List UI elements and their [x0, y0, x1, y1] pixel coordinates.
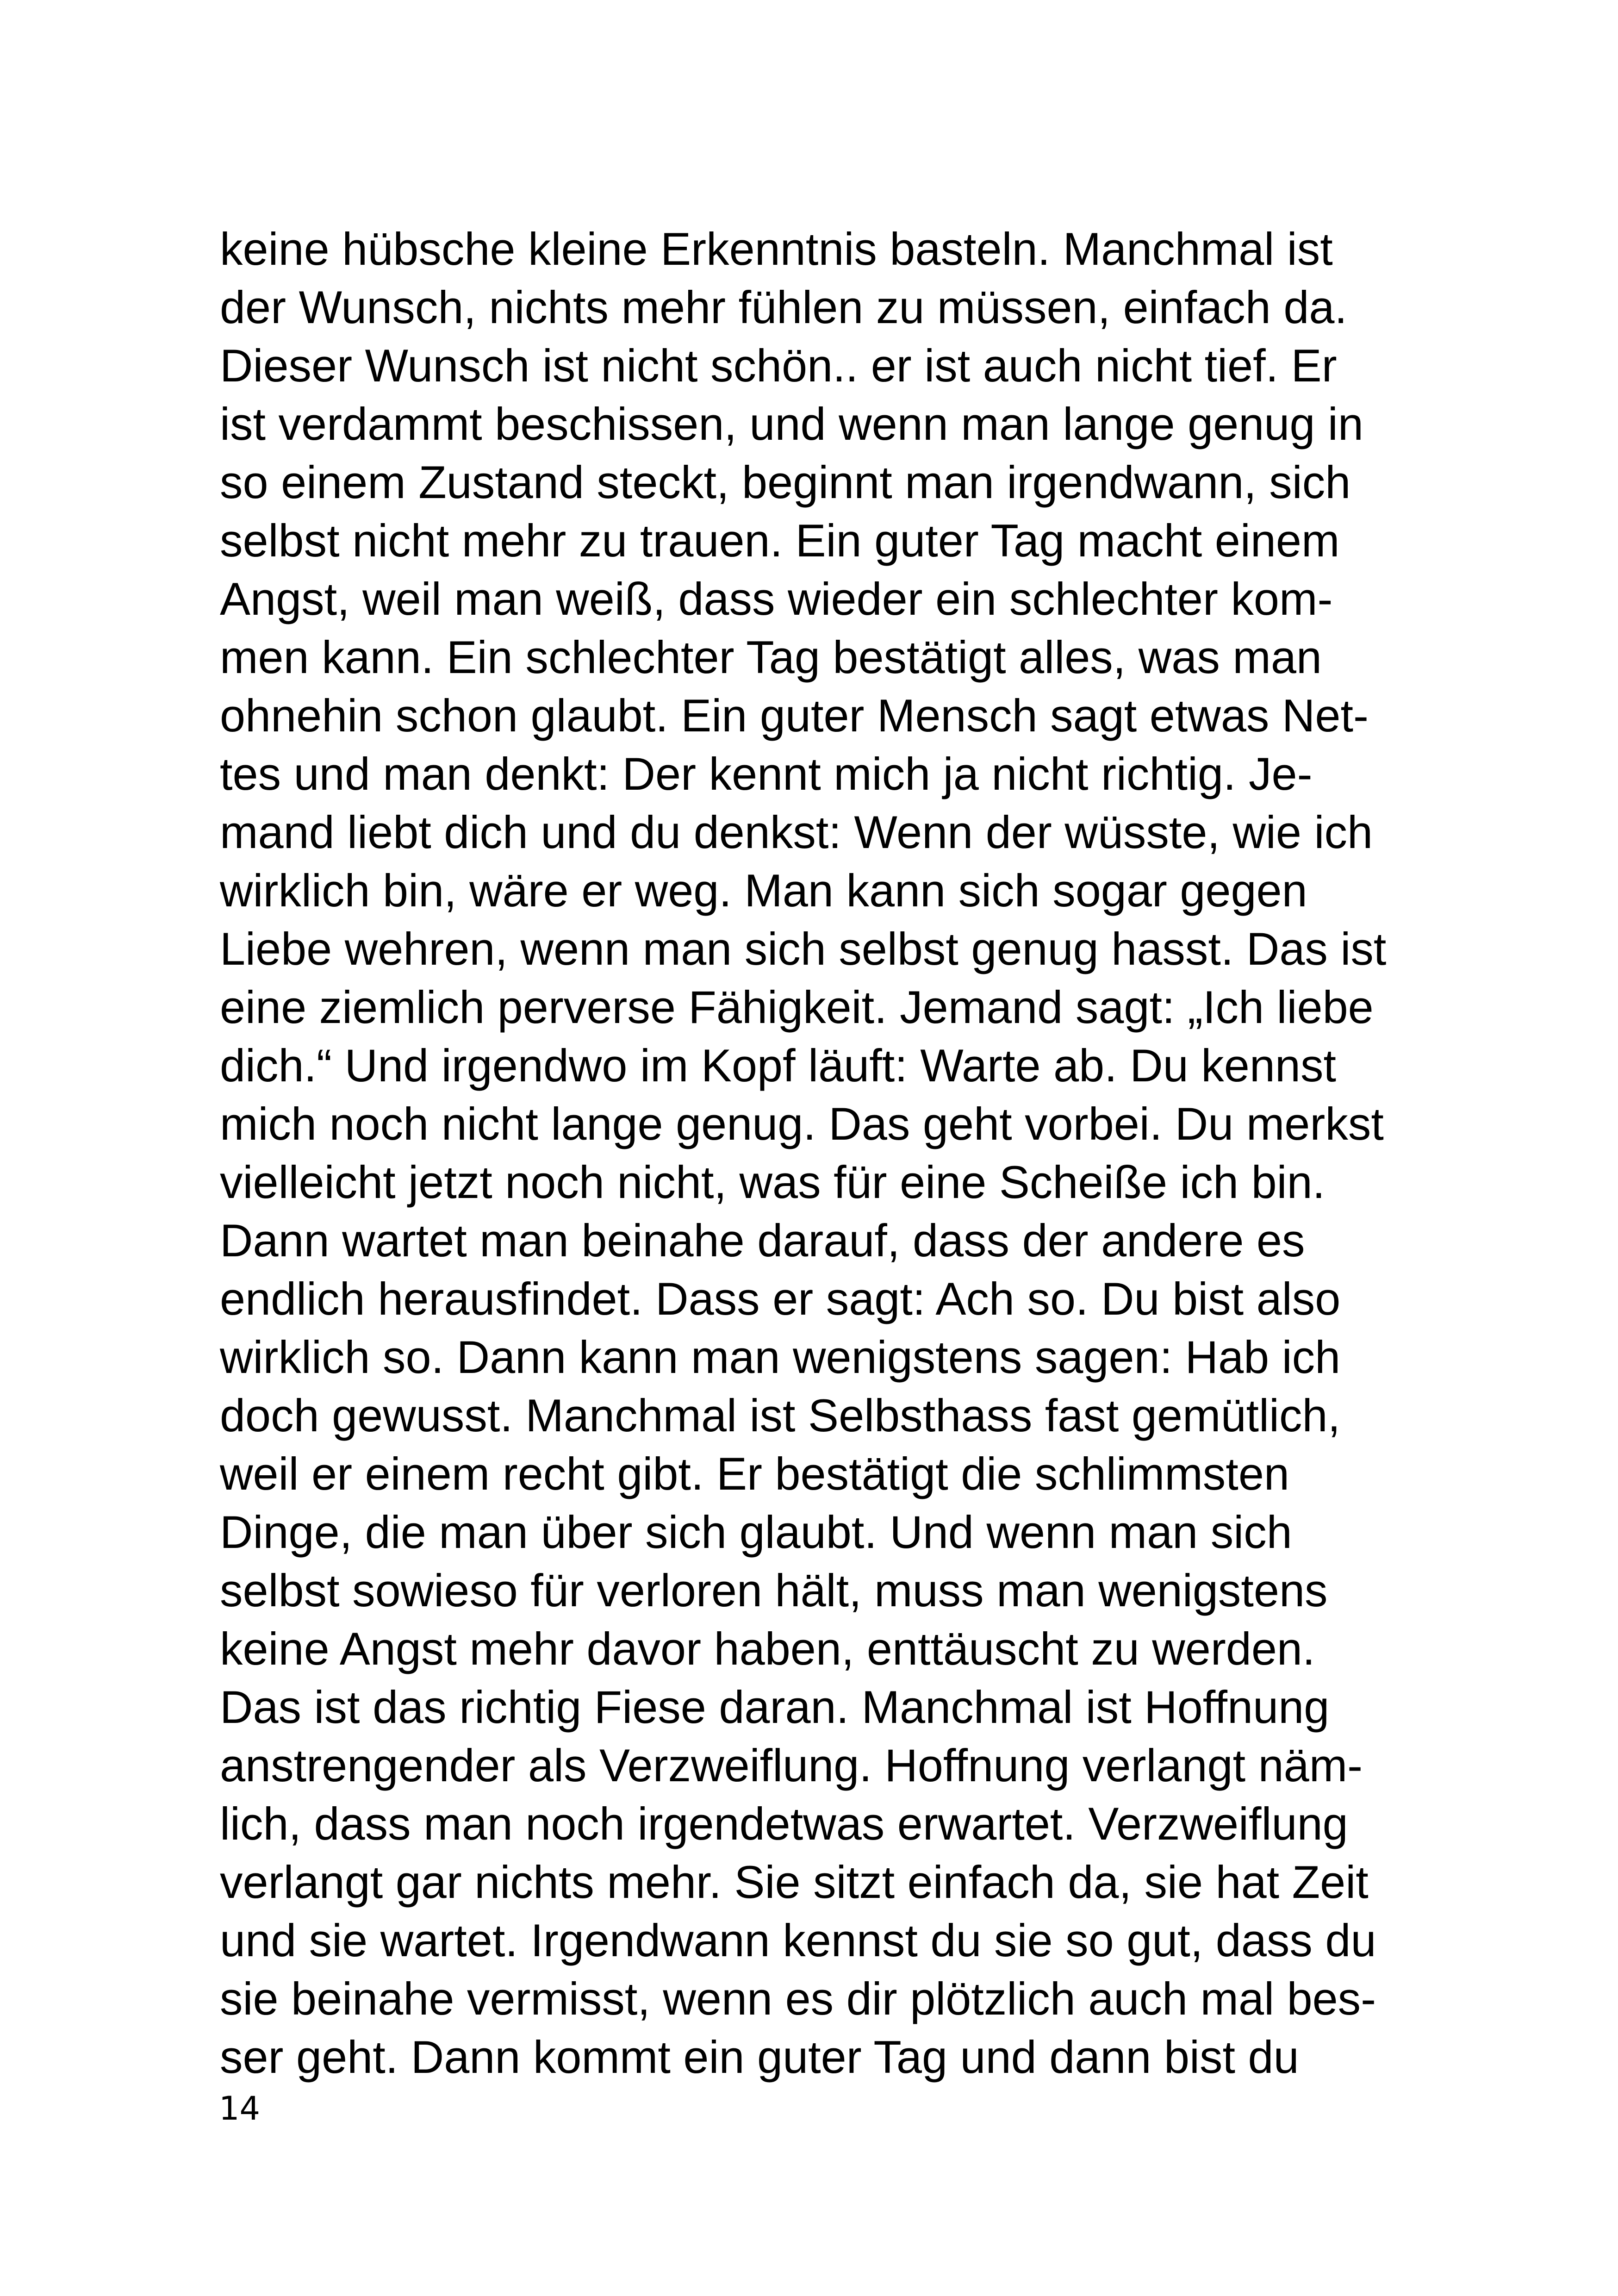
body-text — [220, 220, 1562, 2086]
text-line: dich.“ Und irgendwo im Kopf läuft: Warte ab. Du kennst — [220, 1040, 1336, 1091]
text-line: so einem Zustand steckt, beginnt man irgendwann, sich — [220, 456, 1351, 508]
text-line: keine Angst mehr davor haben, enttäuscht zu werden. — [220, 1623, 1315, 1674]
text-line: eine ziemlich perverse Fähigkeit. Jemand sagt: „Ich liebe — [220, 981, 1374, 1033]
text-line: selbst nicht mehr zu trauen. Ein guter Tag macht einem — [220, 515, 1340, 566]
text-line: und sie wartet. Irgendwann kennst du sie so gut, dass du — [220, 1915, 1376, 1966]
text-line: mich noch nicht lange genug. Das geht vorbei. Du merkst — [220, 1098, 1384, 1149]
text-line: wirklich so. Dann kann man wenigstens sagen: Hab ich — [220, 1331, 1341, 1383]
text-line: weil er einem recht gibt. Er bestätigt die schlimmsten — [220, 1448, 1289, 1499]
text-line: sie beinahe vermisst, wenn es dir plötzlich auch mal bes- — [220, 1973, 1376, 2024]
text-line: Dinge, die man über sich glaubt. Und wenn man sich — [220, 1506, 1292, 1558]
text-line: doch gewusst. Manchmal ist Selbsthass fast gemütlich, — [220, 1390, 1341, 1441]
text-line: Das ist das richtig Fiese daran. Manchmal ist Hoffnung — [220, 1681, 1330, 1733]
text-line: ohnehin schon glaubt. Ein guter Mensch sagt etwas Net- — [220, 690, 1369, 741]
text-line: ser geht. Dann kommt ein guter Tag und dann bist du — [220, 2031, 1299, 2083]
text-line: selbst sowieso für verloren hält, muss man wenigstens — [220, 1565, 1328, 1616]
page-number: 14 — [219, 2090, 261, 2128]
text-line: tes und man denkt: Der kennt mich ja nicht richtig. Je- — [220, 748, 1313, 799]
text-line: lich, dass man noch irgendetwas erwartet. Verzweiflung — [220, 1798, 1348, 1849]
text-line: Angst, weil man weiß, dass wieder ein schlechter kom- — [220, 573, 1333, 624]
text-line: Liebe wehren, wenn man sich selbst genug hasst. Das ist — [220, 923, 1387, 974]
text-line: keine hübsche kleine Erkenntnis basteln. Manchmal ist — [220, 223, 1333, 275]
text-line: anstrengender als Verzweiflung. Hoffnung verlangt näm- — [220, 1740, 1363, 1791]
text-line: endlich herausfindet. Dass er sagt: Ach so. Du bist also — [220, 1273, 1341, 1324]
text-line: wirklich bin, wäre er weg. Man kann sich sogar gegen — [220, 865, 1307, 916]
text-line: ist verdammt beschissen, und wenn man lange genug in — [220, 398, 1363, 449]
text-line: vielleicht jetzt noch nicht, was für eine Scheiße ich bin. — [220, 1156, 1326, 1208]
text-line: men kann. Ein schlechter Tag bestätigt alles, was man — [220, 631, 1322, 683]
text-line: der Wunsch, nichts mehr fühlen zu müssen, einfach da. — [220, 281, 1347, 333]
text-line: verlangt gar nichts mehr. Sie sitzt einfach da, sie hat Zeit — [220, 1856, 1369, 1908]
text-line: Dieser Wunsch ist nicht schön.. er ist auch nicht tief. Er — [220, 340, 1337, 391]
text-line: mand liebt dich und du denkst: Wenn der wüsste, wie ich — [220, 806, 1373, 858]
text-line: Dann wartet man beinahe darauf, dass der andere es — [220, 1215, 1305, 1266]
